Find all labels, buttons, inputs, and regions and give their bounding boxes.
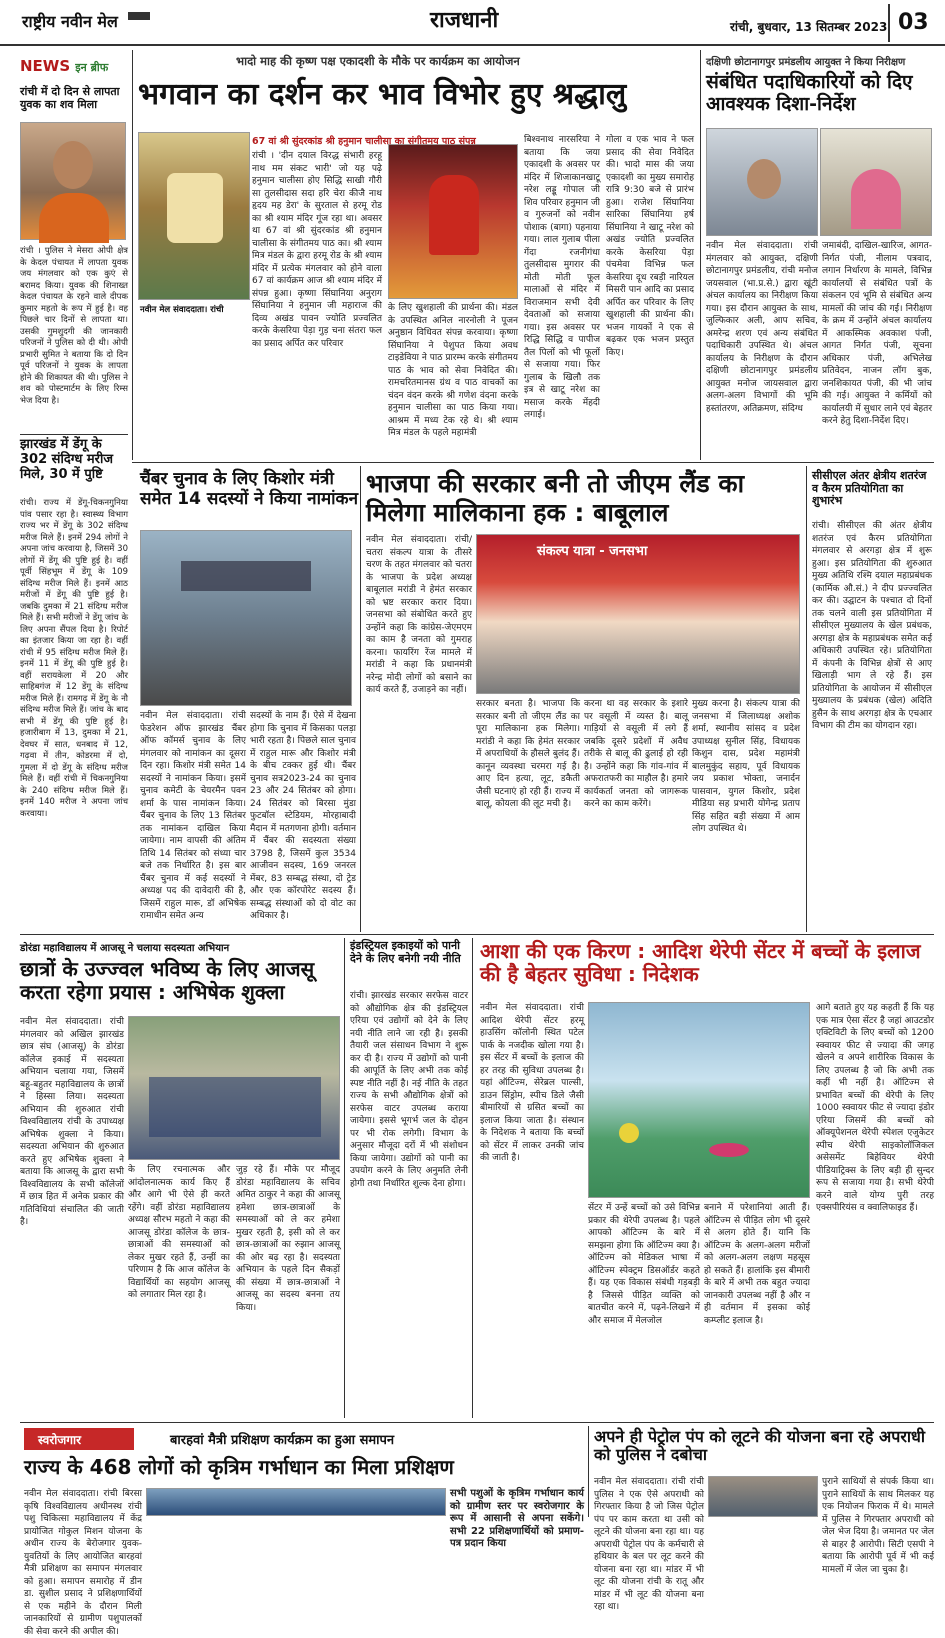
aadish-photo [588,1002,810,1198]
main-photo-left [138,132,250,300]
doranda-headline: छात्रों के उज्ज्वल भविष्य के लिए आजसू करता रहेगा प्रयास : अभिषेक शुक्ला [20,957,315,1004]
top-right-kicker: दक्षिणी छोटानागपुर प्रमंडलीय आयुक्त ने किया निरीक्षण [706,57,906,68]
swarojgar-callout-body [452,1510,453,1511]
aadish-col-4: आगे बताते हुए यह कहती हैं कि यह एक मात्र ऐसा सेंटर है जहां आउटडोर एक्टिविटी के लिए बच्चों को 1200 स्क्वायर फीट से ज्यादा की जगह खेलने व अपने शारीरिक विकास के लिए उपलब्ध है जो कि अभी तक कहीं भी नहीं है। ऑटिज्म से प्रभावित बच्चों की थेरेपी के लिए 1000 स्क्वायर फीट से ज्यादा इंडोर एरिया जिसमें की बच्चों को ऑक्यूपेशनल थेरेपी स्पेशल एजुकेटर स्पीच थेरेपी साइकोलॉजिकल असेसमेंट बिहेवियर थेरेपी पीडियाट्रिक्स के लिए बड़ी ही सुन्दर रूप से सजाया गया है। सभी थेरेपी करने वाले योग्य पुरी तरह एक्सपीरियंस व क्वालिफाइड हैं। [816,1003,934,1213]
swarojgar-tag [24,1428,134,1450]
sport-body: रांची। सीसीएल की अंतर क्षेत्रीय शतरंज एवं कैरम प्रतियोगिता मंगलवार से अरगड़ा क्षेत्र में शुरू हुआ। इस प्रतियोगिता की शुरुआत मुख्य अतिथि रश्मि दयाल महाप्रबंधक (कार्मिक औ.सं.) ने दीप प्रज्ज्वलित कर की। उद्घाटन के पश्चात दो दिनों तक चलने वाली इस प्रतियोगिता में सीसीएल मुख्यालय के खेल प्रबंधक, अरगड़ा क्षेत्र के महाप्रबंधक समेत कई अधिकारी उपस्थित रहे। प्रतियोगिता में कंपनी के विभिन्न क्षेत्रों से आए खिलाड़ी भाग ले रहे हैं। इस प्रतियोगिता के आयोजन में सीसीएल मुख्यालय के प्रबंधक (खेल) अदिति हुसैन के साथ अरगड़ा क्षेत्र के एचआर विभाग की टीम का योगदान रहा। [812,521,932,731]
babulal-col-3: करना था वह सरकार के इशारे पर वसूली में व्यस्त है। बालू गाड़ियों से वसूली में लगे हैं जबकि दूसरे प्रदेशों में अवैध तरीके से बालू की ढुलाई हो रही है। उन्होंने कहा कि गांव-गांव में अफरातफरी का माहौल है। हमारे कार्यकर्ता जनता को जागरूक करने का काम करेंगे। [584,699,688,809]
babulal-col-2: सरकार बनता है। भाजपा कि सरकार बनी तो जीएम लैंड का पूरा मालिकाना हक मिलेगा। मरांडी ने कहा कि हेमंत सरकार में अपराधियों के हौसले बुलंद हैं। कानून व्यवस्था चरमरा गई है। आए दिन हत्या, लूट, डकैती जैसी घटनाएं हो रही हैं। राज्य में बालू, कोयला की लूट मची है। [476,699,580,809]
chamber-col-2: सदस्यों के नाम हैं। ऐसे में देखना होगा कि चुनाव में किसका पलड़ा भारी रहता है। पिछले साल चुनाव में राहुल मारू और किशोर मंत्री के बीच टक्कर हुई थी। चैंबर चुनाव सत्र2023-24 का चुनाव 23 और 24 सितंबर को होगा। 24 सितंबर को बिरसा मुंडा फुटबॉल स्टेडियम, मोरहाबादी मैदान में मतगणना होगी। वर्तमान में चैंबर की सदस्यता संख्या 3798 है, जिसमें कुल 3534 आजीवन सदस्य, 169 जनरल मेंबर, 83 सम्बद्ध संस्था, दो ट्रेड और एक कॉरपोरेट सदस्य हैं। सम्बद्ध संस्थाओं को दो वोट का अधिकार है। [250,711,356,921]
main-photo-caption: नवीन मेल संवाददाता। रांची [140,305,224,315]
petrol-headline: अपने ही पेट्रोल पंप को लूटने की योजना बना रहे अपराधी को पुलिस ने दबोचा [594,1427,926,1465]
doranda-col-2: के लिए रचनात्मक और आंदोलनात्मक कार्य किए हैं और आगे भी ऐसे ही करते रहेंगे। वहीं डोरंडा महाविद्यालय अध्यक्ष सौरभ महतो ने कहा की आजसू डोरंडा कॉलेज के छात्र-छात्राओं की समस्याओं को लेकर मुखर रहते हैं, उन्हीं का परिणाम है कि आज कॉलेज के विद्यार्थियों का सहयोग आजसू को लगातार मिल रहा है। [128,1165,230,1300]
babulal-photo [476,534,800,694]
aadish-col-1: नवीन मेल संवाददाता। रांची आदिश थेरेपी सेंटर हरमू हाउसिंग कॉलोनी स्थित पटेल पार्क के नजदीक खोला गया है। इस सेंटर में बच्चों के इलाज की हर तरह की सुविधा उपलब्ध है। यहां ऑटिज्म, सेरेब्रल पाल्सी, डाउन सिंड्रोम, स्पीच डिले जैसी बीमारियों से ग्रसित बच्चों का इलाज किया जाता है। संस्थान के निदेशक ने बताया कि बच्चों को सेंटर में लाकर उनकी जांच की जाती है। [480,1003,584,1163]
main-col-3: बिश्वनाथ नारसरिया ने बताया कि जया एकादशी के अवसर पर मंदिर में शिजाकानखाटू नरेश लड्डू गोपाल जी शिव परिवार हनुमान जी व गुरुजनों को नवीन पोशाक (बागा) पहनाया गया। लाल गुलाब पीला गेंदा रजनीगंधा तुलसीदास मुगरार की मोती मोती फूल मालाओं से मंदिर में विराजमान सभी देवी देवताओं को सजाया गया। इस अवसर पर रिद्धि सिद्धि व पापीज तैल पिलों को भी फूलों से सजाया गया। फिर गुलाब के खिलौ तक इत्र से खाटू नरेश का मसाज करके मेंहदी लगाई। [524,135,600,420]
news-badge-sub: इन ब्रीफ [75,61,109,74]
top-right-headline: संबंधित पदाधिकारियों को दिए आवश्यक दिशा-निर्देश [706,71,913,115]
petrol-col-1: नवीन मेल संवाददाता। रांची रांची पुलिस ने एक ऐसे अपराधी को गिरफ्तार किया है जो जिस पेट्रोल पंप पर काम करता था उसी को लूटने की योजना बना रहा था। यह अपराधी पेट्रोल पंप के कर्मचारी से हथियार के बल पर लूट करने की योजना बना रहा था। मांडर में भी लूट की योजना रांची के रातू और मांडर में भी लूट की योजना बना रहा था। [594,1477,704,1612]
doranda-photo [128,1016,340,1160]
swarojgar-col-2 [146,1490,147,1491]
page-number: 03 [898,10,929,35]
top-right-col-2: जमाबंदी, दाखिल-खारिज, आगत-निर्गत पंजी, नीलाम पत्रवाद, लगान निर्धारण के मामले, विभिन्न कार्यालयों से संबंधित पत्रों के संकलन एवं भूमि से संबंधित अन्य मामलों की जांच की गई। निरीक्षण के क्रम में उन्होंने अंचल कार्यालय में आकस्मिक अवकाश पंजी, आगत निर्गत पंजी, सूचना अधिकार पंजी, अभिलेख प्रतिवेदन, नाजन लॉग बुक, जनशिकायत पंजी, की भी जांच की गई। आयुक्त ने कर्मियों को कार्यालयी में सुधार लाने एवं बेहतर करने हेतु दिशा-निर्देश दिए। [822,241,932,426]
main-col-2: के लिए खुशहाली की प्रार्थना की। मंडल के उपस्थित अनिल नारनोली ने पूजन अनुष्ठान विधिवत संपन्न करवाया। कृष्णा सिंघानिया ने पेशुपत किया अवध टाइडेविया ने पाठ प्रारम्भ करके संगीतमय पाठ के भाव को सेवा निवेदित की। रामचरितमानस ग्रंथ व पाठ वाचकों का चंदन वंदन करके श्री गणेश वंदना करके हनुमान चालीसा का पाठ किया गया। आश्रम में मध्य टेक रहे थे। श्री श्याम मित्र मंडल के पहले महामंत्री [388,303,518,438]
chamber-col-1: नवीन मेल संवाददाता। रांची फेडरेशन ऑफ झारखंड चैंबर ऑफ कॉमर्स चुनाव के लिए मंगलवार को नामांकन का दूसरा दिन रहा। किशोर मंत्री समेत 14 सदस्यों ने नामांकन किया। इसमें चुनाव कमेटी के चेयरमैन पवन शर्मा के पास नामांकन किया। चैंबर चुनाव के लिए 13 सितंबर तक नामांकन दाखिल किया जायेगा। नाम वापसी की अंतिम तिथि 14 सितंबर को संध्या चार बजे तक निर्धारित है। इस बार चैंबर चुनाव में कई सदस्यों ने अध्यक्ष पद की दावेदारी की है, जिसमें राहुल मारू, डॉ अभिषेक रामाधीन समेत अन्य [140,711,246,921]
industrial-headline: इंडस्ट्रियल इकाइयों को पानी देने के लिए बनेगी नयी नीति [350,939,461,965]
news-badge-text: NEWS [20,57,71,75]
babulal-headline: भाजपा की सरकार बनी तो जीएम लैंड का मिलेगा मालिकाना हक : बाबूलाल [366,469,745,527]
brief-1-headline: रांची में दो दिन से लापता युवक का शव मिला [20,85,120,111]
swarojgar-col-1: नवीन मेल संवाददाता। रांची बिरसा कृषि विश्वविद्यालय अधीनस्थ रांची पशु चिकित्सा महाविद्यालय में केंद्र प्रायोजित गोकुल मिशन योजना के अधीन राज्य के बेरोजगार युवक-युवतियों के लिए आयोजित बारहवां मैत्री प्रशिक्षण का समापन मंगलवार को हुआ। समापन समारोह में डीन डा. सुशील प्रसाद ने प्रशिक्षणार्थियों से एक महीने के दौरान मिली जानकारियों से ग्रामीण पशुपालकों की सेवा करने की अपील की। [24,1489,142,1637]
masthead [0,0,945,46]
swarojgar-tag-text: स्वरोजगार [38,1433,82,1447]
top-right-photo-1 [706,128,818,236]
chamber-photo [140,530,352,706]
babulal-col-4: मुख्य करना है। संकल्प यात्रा की जनसभा में जिलाध्यक्ष अशोक शर्मा, स्थानीय सांसद व प्रदेश उपाध्यक्ष सुनील सिंह, विधायक किशुन दास, प्रदेश महामंत्री बालमुकुंद सहाय, पूर्व विधायक जय प्रकाश भोक्ता, जनार्दन पासवान, युगल किशोर, प्रदेश मीडिया सह प्रभारी योगेन्द्र प्रताप सिंह सहित बड़ी संख्या में आम लोग उपस्थित थे। [692,699,800,834]
aadish-headline: आशा की एक किरण : आदिश थेरेपी सेंटर में बच्चों के इलाज की है बेहतर सुविधा : निदेशक [480,939,921,986]
main-col-1: रांची । 'दीन दयाल विरद्ध संभारी हरहू नाथ मम संकट भारी' जो यह पढ़े हनुमान चालीसा होए सिद्धि साखी गौरी सा तुलसीदास सदा हरि चेरा कीजै नाथ हृदय मह डेरा' के सुरताल से हरमू रोड का श्री श्याम मंदिर गूंज रहा था। अवसर था 67 वां श्री सुंदरकांड श्री हनुमान चालीसा के संगीतमय पाठ का। श्री श्याम मित्र मंडल के द्वारा हरमू रोड के श्री श्याम मंदिर में प्रत्येक मंगलवार को होने वाला 67 वां कार्यक्रम आज श्री श्याम मंदिर में संपन्न हुआ। कृष्णा सिंघानिया अनुराग सिंघानिया ने हनुमान जी महाराज की दिव्य अखंड पावन ज्योति प्रज्वलित करके केसरिया पेड़ा गुड़ चना संतरा फल का प्रसाद अर्पित कर परिवार [252,151,382,349]
doranda-kicker: डोरंडा महाविद्यालय में आजसू ने चलाया सदस्यता अभियान [20,943,230,954]
reg-strip-left [128,12,150,20]
brief-1-body: रांची । पुलिस ने मेसरा ओपी क्षेत्र के केदल पंचायत में लापता युवक जय मंगलवार को एक कुएं से बरामद किया। युवक की शिनाख्त केदल पंचायत के रहने वाले दीपक कुमार महतो के रूप में हुई है। वह पिछले चार दिनों से लापता था। उसकी गुमशुदगी की जानकारी परिजनों ने पुलिस को दी थी। ओपी प्रभारी सुमित ने बताया कि दो दिन पूर्व परिजनों ने युवक के लापता होने की शिकायत की थी। पुलिस ने शव को पोस्टमार्टम के लिए रिम्स भेज दिया है। [20,246,128,406]
aadish-col-2: सेंटर में उन्हें बच्चों को उसे विभिन्न प्रकार की थेरेपी उपलब्ध है। पहले आपको ऑटिज्म के बारे में समझना होगा कि ऑटिज्म क्या है। ऑटिज्म को मेडिकल भाषा में ऑटिज्म स्पेक्ट्रम डिसऑर्डर कहते हैं। यह एक विकास संबंधी गड़बड़ी है जिससे पीड़ित व्यक्ति को बातचीत करने में, पढ़ने-लिखने में और समाज में मेलजोल [588,1203,700,1326]
petrol-col-2 [710,1510,711,1511]
petrol-photo [708,1476,818,1517]
swarojgar-photo [146,1488,446,1516]
petrol-col-3: पुराने साथियों से संपर्क किया था। पुराने साथियों के साथ मिलकर यह एक नियोजन फिराक में थे। मामले में पुलिस ने गिरफ्तार अपराधी को जेल भेज दिया है। जमानत पर जेल से बाहर है आरोपी। सिटी एसपी ने बताया कि आरोपी पूर्व में भी कई मामलों में जेल जा चुका है। [822,1477,934,1575]
swarojgar-col-3 [300,1490,301,1491]
top-right-photo-2 [820,128,932,236]
swarojgar-headline: राज्य के 468 लोगों को कृत्रिम गर्भाधान का मिला प्रशिक्षण [24,1455,454,1479]
main-photo-right [388,144,518,299]
news-badge [20,56,128,86]
aadish-col-3: बनाने में परेशानियां आती हैं। ऑटिज्म से पीड़ित लोग भी दूसरे से अलग होते हैं। यानि कि ऑटिज्म के अलग-अलग मरीजों को अलग-अलग लक्षण महसूस हो सकते हैं। हालांकि इस बीमारी के बारे में अभी तक बहुत ज्यादा जानकारी उपलब्ध नहीं है और न ही वर्तमान में इसका कोई कम्प्लीट इलाज है। [704,1203,810,1326]
chamber-headline: चैंबर चुनाव के लिए किशोर मंत्री समेत 14 सदस्यों ने किया नामांकन [140,469,359,509]
main-subhead: 67 वां श्री सुंदरकांड श्री हनुमान चालीसा का संगीतमय पाठ संपन्न [252,136,476,147]
swarojgar-callout: सभी पशुओं के कृत्रिम गर्भाधान कार्य को ग्रामीण स्तर पर स्वरोजगार के रूप में आसानी से अपना सकेंगे। सभी 22 प्रशिक्षणार्थियों को प्रमाण-पत्र प्रदान किया [450,1488,584,1549]
brief-2-body: रांची। राज्य में डेंगू-चिकनगुनिया पांव पसार रहा है। स्वास्थ्य विभाग राज्य भर में डेंगू के 302 संदिग्ध मरीज मिले हैं। इनमें 294 लोगों ने अपना जांच करवाया है, जिसमें 30 लोगों में डेंगू की पुष्टि हुई है। वहीं पूर्वी सिंहभूम में डेंगू के 109 संदिग्ध मरीज मिले हैं। इनमें आठ मरीजों में डेंगू की पुष्टि हुई है। जबकि दुमका में 21 संदिग्ध मरीज मिले हैं। सभी मरीजों ने डेंगू जांच के लिए अपना सैंपल दिया है। रिपोर्ट का इंतजार किया जा रहा है। वहीं रांची में 95 संदिग्ध मरीज मिले हैं। इनमें 11 में डेंगू की पुष्टि हुई है। वहीं सरायकेला में 20 और साहिबगंज में 12 डेंगू के संदिग्ध मरीज मिले हैं। रामगढ़ में डेंगू के नौ संदिग्ध मरीज मिले हैं। जांच के बाद सभी में डेंगू की पुष्टि हुई है। हजारीबाग में 13, दुमका में 21, देवघर में सात, धनबाद में 12, गढ़वा में तीन, कोडरमा में दो, गुमला में दो डेंगू के संदिग्ध मरीज मिले हैं। वहीं रांची में चिकनगुनिया के 240 संदिग्ध मरीज मिले हैं। इनमें 140 मरीज ने अपना जांच करवाया। [20,498,128,819]
main-col-4: गोला व एक भाव ने फल प्रसाद की सेवा निवेदित की। भादो मास की जया एकादशी का मुख्य समारोह रात्रि 9:30 बजे से प्रारंभ हुआ। राजेश सिंघानिया सारिका सिंघानिया हर्ष सिंघानिया ने खाटू नरेश को अखंड ज्योति प्रज्वलित करके केसरिया पेड़ा पंचमेवा विभिन्न फल केसरिया दूध रबड़ी नारियल मिसरी पान आदि का प्रसाद अर्पित कर परिवार के लिए खुशहाली की प्रार्थना की। भजन गायकों ने एक से बढ़कर एक भजन प्रस्तुत किए। [606,135,694,358]
doranda-col-3: जुड़ रहे हैं। मौके पर मौजूद डोरंडा महाविद्यालय के सचिव अमित ठाकुर ने कहा की आजसू हमेशा छात्र-छात्राओं के समस्याओं को ले कर हमेशा मुखर रहती है, इसी को ले कर छात्र-छात्राओं का रुझान आजसू की ओर बढ़ रहा है। सदस्यता अभियान के पहले दिन सैकड़ों की संख्या में छात्र-छात्राओं ने आजसू का सदस्य बनना तय किया। [236,1165,340,1313]
masthead-divider [888,4,890,42]
top-strip: भादो माह की कृष्ण पक्ष एकादशी के मौके पर कार्यक्रम का आयोजन [236,54,520,68]
brief-2-headline: झारखंड में डेंगू के 302 संदिग्ध मरीज मिले, 30 में पुष्टि [20,437,113,482]
doranda-col-1: नवीन मेल संवाददाता। रांची मंगलवार को अखिल झारखंड छात्र संघ (आजसू) के डोरंडा कॉलेज इकाई में सदस्यता अभियान चलाया गया, जिसमें बहू-बहुतर महाविद्यालय के छात्रों ने हिस्सा लिया। सदस्यता अभियान की शुरुआत रांची विश्वविद्यालय रांची के उपाध्यक्ष अभिषेक शुक्ला ने किया। सदस्यता अभियान की शुरुआत करते हुए अभिषेक शुक्ला ने बताया कि आजसू के द्वारा सभी विश्वविद्यालय के सभी कॉलेजों में छात्र हित में अनेक प्रकार की गतिविधियां संचालित की जाती है। [20,1017,124,1227]
brief-1-photo [20,122,126,240]
paper-logo: राष्ट्रीय नवीन मेल [22,12,118,31]
industrial-body: रांची। झारखंड सरकार सरफेस वाटर को औद्योगिक क्षेत्र की इंडस्ट्रियल एरिया एवं उद्योगों को देने के लिए नयी नीति लाने जा रही है। इसकी तैयारी जल संसाधन विभाग ने शुरू कर दी है। राज्य में उद्योगों को पानी की आपूर्ति के लिए अभी तक कोई स्पष्ट नीति नहीं है। नई नीति के तहत राज्य के सभी औद्योगिक क्षेत्रों को सरफेस वाटर उपलब्ध कराया जायेगा। इससे भूगर्भ जल के दोहन पर भी रोक लगेगी। विभाग के अनुसार मौजूदा दरों में भी संशोधन किया जायेगा। उद्योगों को पानी का उपयोग करने के लिए अनुमति लेनी होगी तथा निर्धारित शुल्क देना होगा। [350,991,468,1189]
babulal-photo-banner: संकल्प यात्रा - जनसभा [537,544,648,559]
top-right-col-1: नवीन मेल संवाददाता। रांची मंगलवार को आयुक्त, दक्षिणी छोटानागपुर प्रमंडलीय, रांची मनोज जयसवाल (भा.प्र.से.) द्वारा खूंटी अंचल कार्यालय का निरीक्षण किया गया। इस दौरान आयुक्त के साथ, जुल्फिकार अली, आप सचिव, अमरेन्द्र शरण एवं अन्य संबंधित पदाधिकारी उपस्थित थे। अंचल कार्यालय के निरीक्षण के दौरान दक्षिणी छोटानागपुर प्रमंडलीय आयुक्त मनोज जायसवाल द्वारा अलग-अलग विभागों की भूमि हस्तांतरण, अतिक्रमण, संदिग्ध [706,241,818,414]
babulal-col-1: नवीन मेल संवाददाता। रांची/चतरा संकल्प यात्रा के तीसरे चरण के तहत मंगलवार को चतरा के भाजपा के प्रदेश अध्यक्ष बाबूलाल मरांडी ने हेमंत सरकार को भ्रष्ट सरकार करार दिया। जनसभा को संबोधित करते हुए उन्होंने कहा कि कांग्रेस-जेएमएम का काम है जनता को गुमराह करना। फायरिंग रेंज मामले में मरांडी ने कहा कि प्रधानमंत्री नरेन्द्र मोदी लोगों को बसाने का कार्य करते हैं, उजाड़ने का नहीं। [366,535,472,695]
dateline: रांची, बुधवार, 13 सितम्बर 2023 [730,20,888,34]
sport-headline: सीसीएल अंतर क्षेत्रीय शतरंज व कैरम प्रतियोगिता का शुभारंभ [812,469,927,508]
main-headline: भगवान का दर्शन कर भाव विभोर हुए श्रद्धालु [138,77,627,112]
swarojgar-kicker: बारहवां मैत्री प्रशिक्षण कार्यक्रम का हुआ समापन [170,1433,395,1448]
section-title: राजधानी [430,8,499,33]
